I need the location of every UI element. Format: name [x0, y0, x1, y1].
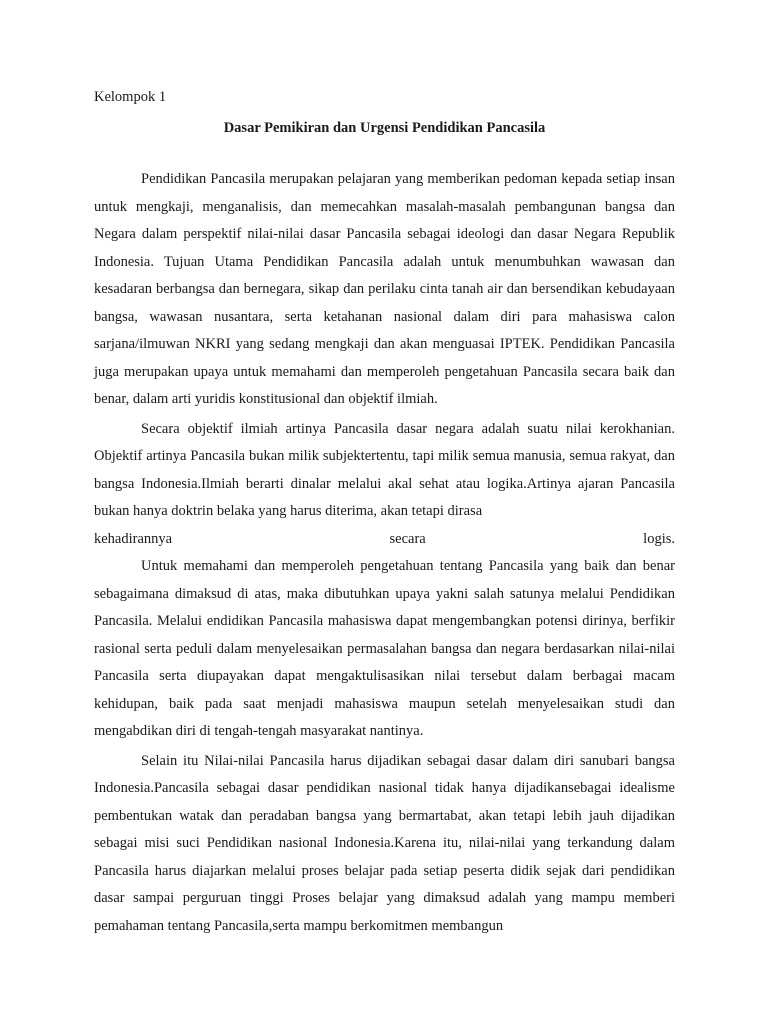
document-page	[94, 84, 675, 940]
paragraph-3: Untuk memahami dan memperoleh pengetahuan tentang Pancasila yang baik dan benar sebagaimana dimaksud di atas, maka dibutuhkan upaya yakni salah satunya melalui Pendidikan Pancasila. Melalui endidikan Pancasila mahasiswa dapat mengembangkan potensi dirinya, berfikir rasional serta peduli dalam menyelesaikan permasalahan bangsa dan negara berdasarkan nilai-nilai Pancasila serta diupayakan dapat mengaktulisasikan nilai tersebut dalam berbagai macam kehidupan, baik pada saat menjadi mahasiswa maupun setelah menyelesaikan studi dan mengabdikan diri di tengah-tengah masyarakat nantinya.	[94, 558, 675, 739]
paragraph-2-last-line	[94, 526, 675, 554]
paragraph-4: Selain itu Nilai-nilai Pancasila harus dijadikan sebagai dasar dalam diri sanubari bangsa Indonesia.Pancasila sebagai dasar pendidikan nasional tidak hanya dijadikansebagai idealisme pembentukan watak dan peradaban bangsa yang bermartabat, akan tetapi lebih jauh dijadikan sebagai misi suci Pendidikan nasional Indonesia.Karena itu, nilai-nilai yang terkandung dalam Pancasila harus diajarkan melalui proses belajar pada setiap peserta didik sejak dari pendidikan dasar sampai perguruan tinggi Proses belajar yang dimaksud adalah yang mampu memberi pemahaman tentang Pancasila,serta mampu berkomitmen membangun	[94, 752, 675, 934]
paragraph-2: Secara objektif ilmiah artinya Pancasila dasar negara adalah suatu nilai kerokhanian. Objektif artinya Pancasila bukan milik subjektertentu, tapi milik semua manusia, semua rakyat, dan bangsa Indonesia.Ilmiah berarti dinalar melalui akal sehat atau logika.Artinya ajaran Pancasila bukan hanya doktrin belaka yang harus diterima, akan tetapi dirasa	[94, 420, 675, 519]
document-title: Dasar Pemikiran dan Urgensi Pendidikan Pancasila	[223, 120, 546, 136]
paragraph-1: Pendidikan Pancasila merupakan pelajaran yang memberikan pedoman kepada setiap insan untuk mengkaji, menganalisis, dan memecahkan masalah-masalah pembangunan bangsa dan Negara dalam perspektif nilai-nilai dasar Pancasila sebagai ideologi dan dasar Negara Republik Indonesia. Tujuan Utama Pendidikan Pancasila adalah untuk menumbuhkan wawasan dan kesadaran berbangsa dan bernegara, sikap dan perilaku cinta tanah air dan bersendikan kebudayaan bangsa, wawasan nusantara, serta ketahanan nasional dalam diri para mahasiswa calon sarjana/ilmuwan NKRI yang sedang mengkaji dan akan menguasai IPTEK. Pendidikan Pancasila juga merupakan upaya untuk memahami dan memperoleh pengetahuan Pancasila secara baik dan benar, dalam arti yuridis konstitusional dan objektif ilmiah.	[94, 171, 675, 407]
document-body	[94, 166, 675, 940]
stretched-word-3: logis.	[643, 530, 675, 547]
stretched-word-2: secara	[389, 530, 426, 547]
stretched-word-1: kehadirannya	[94, 530, 173, 547]
group-label: Kelompok 1	[94, 89, 167, 105]
